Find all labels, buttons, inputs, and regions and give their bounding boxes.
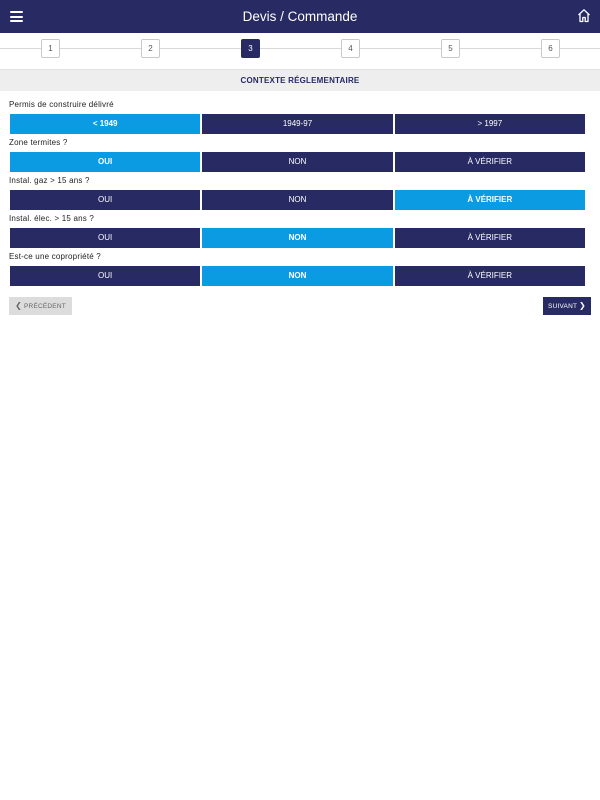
previous-button-label: PRÉCÉDENT [24, 303, 66, 310]
question-label-elec: Instal. élec. > 15 ans ? [9, 214, 95, 223]
next-button[interactable] [543, 297, 591, 315]
step-5[interactable]: 5 [441, 39, 460, 58]
option-button[interactable]: OUI [10, 190, 200, 210]
stepper-line [0, 48, 600, 49]
option-button[interactable]: OUI [10, 152, 200, 172]
option-button[interactable]: NON [202, 266, 392, 286]
option-button[interactable]: 1949-97 [202, 114, 392, 134]
option-button[interactable]: À VÉRIFIER [395, 266, 585, 286]
option-button[interactable]: > 1997 [395, 114, 585, 134]
chevron-left-icon: ❮ [15, 301, 22, 310]
option-button[interactable]: À VÉRIFIER [395, 190, 585, 210]
step-progress [0, 33, 600, 65]
option-button[interactable]: < 1949 [10, 114, 200, 134]
chevron-right-icon: ❯ [579, 301, 586, 310]
home-icon[interactable] [577, 8, 591, 23]
option-group-permis [10, 114, 585, 134]
section-title: CONTEXTE RÉGLEMENTAIRE [0, 69, 600, 91]
step-3[interactable]: 3 [241, 39, 260, 58]
option-button[interactable]: À VÉRIFIER [395, 152, 585, 172]
option-button[interactable]: À VÉRIFIER [395, 228, 585, 248]
option-button[interactable]: NON [202, 228, 392, 248]
app-title: Devis / Commande [242, 9, 358, 24]
option-group-termites [10, 152, 585, 172]
option-group-gaz [10, 190, 585, 210]
step-6[interactable]: 6 [541, 39, 560, 58]
previous-button[interactable] [9, 297, 72, 315]
option-button[interactable]: NON [202, 190, 392, 210]
next-button-label: SUIVANT [548, 303, 578, 310]
option-group-elec [10, 228, 585, 248]
step-4[interactable]: 4 [341, 39, 360, 58]
question-label-permis: Permis de construire délivré [9, 100, 114, 109]
top-app-bar [0, 0, 600, 33]
option-button[interactable]: OUI [10, 266, 200, 286]
step-2[interactable]: 2 [141, 39, 160, 58]
step-1[interactable]: 1 [41, 39, 60, 58]
question-label-termites: Zone termites ? [9, 138, 68, 147]
option-button[interactable]: OUI [10, 228, 200, 248]
option-group-copropriete [10, 266, 585, 286]
question-label-copropriete: Est-ce une copropriété ? [9, 252, 101, 261]
question-label-gaz: Instal. gaz > 15 ans ? [9, 176, 90, 185]
option-button[interactable]: NON [202, 152, 392, 172]
